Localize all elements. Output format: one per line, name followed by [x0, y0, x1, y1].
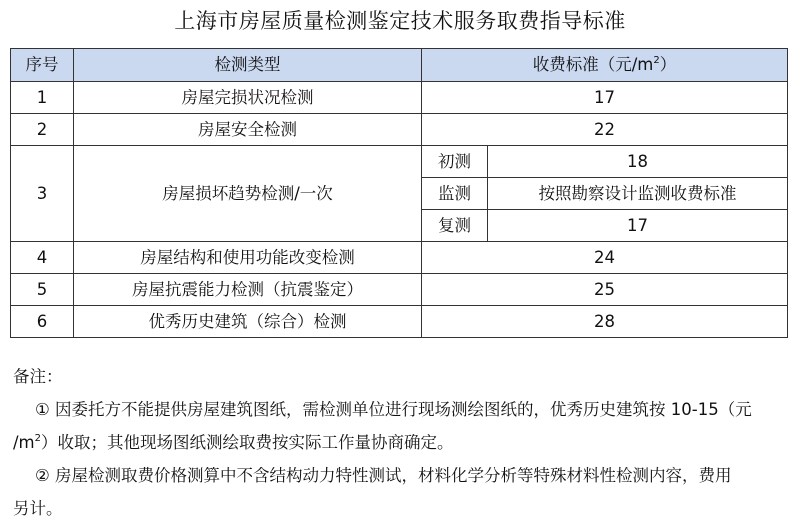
- row-seq: 4: [11, 242, 74, 274]
- row-type: 房屋损坏趋势检测/一次: [74, 146, 422, 242]
- note-1-line-2: $/m^2$）收取；其他现场图纸测绘取费按实际工作量协商确定。: [13, 433, 454, 452]
- row-seq: 1: [11, 82, 74, 114]
- table-row: [11, 82, 788, 114]
- table-row: [11, 242, 788, 274]
- row-type: 优秀历史建筑（综合）检测: [74, 306, 422, 338]
- row-fee: 28: [422, 306, 788, 338]
- header-type: 检测类型: [74, 49, 422, 82]
- sub-item-fee: 17: [488, 210, 788, 242]
- table-row: [11, 146, 788, 178]
- note-2-line-2: 另计。: [13, 499, 63, 518]
- row-fee: 24: [422, 242, 788, 274]
- row-type: 房屋完损状况检测: [74, 82, 422, 114]
- sub-item-fee: 18: [488, 146, 788, 178]
- sub-item-fee: 按照勘察设计监测收费标准: [488, 178, 788, 210]
- row-fee: 17: [422, 82, 788, 114]
- row-fee: 25: [422, 274, 788, 306]
- header-fee: 收费标准（元$/m^2$）: [422, 49, 788, 82]
- note-1-line-1: ① 因委托方不能提供房屋建筑图纸，需检测单位进行现场测绘图纸的，优秀历史建筑按 10-15（元: [35, 400, 752, 419]
- row-seq: 2: [11, 114, 74, 146]
- row-type: 房屋安全检测: [74, 114, 422, 146]
- table-header-row: [11, 49, 788, 82]
- header-seq: 序号: [11, 49, 74, 82]
- row-fee: 22: [422, 114, 788, 146]
- note-2-line-1: ② 房屋检测取费价格测算中不含结构动力特性测试，材料化学分析等特殊材料性检测内容，费用: [35, 466, 732, 485]
- table-row: [11, 114, 788, 146]
- table-row: [11, 306, 788, 338]
- notes-section: [13, 360, 788, 525]
- row-seq: 3: [11, 146, 74, 242]
- row-type: 房屋抗震能力检测（抗震鉴定）: [74, 274, 422, 306]
- sub-item-name: 初测: [422, 146, 488, 178]
- sub-item-name: 复测: [422, 210, 488, 242]
- fee-standard-table: [10, 48, 788, 338]
- row-seq: 5: [11, 274, 74, 306]
- row-type: 房屋结构和使用功能改变检测: [74, 242, 422, 274]
- table-row: [11, 274, 788, 306]
- row-seq: 6: [11, 306, 74, 338]
- document-title: 上海市房屋质量检测鉴定技术服务取费指导标准: [174, 9, 626, 33]
- notes-heading: 备注：: [13, 367, 63, 386]
- sub-item-name: 监测: [422, 178, 488, 210]
